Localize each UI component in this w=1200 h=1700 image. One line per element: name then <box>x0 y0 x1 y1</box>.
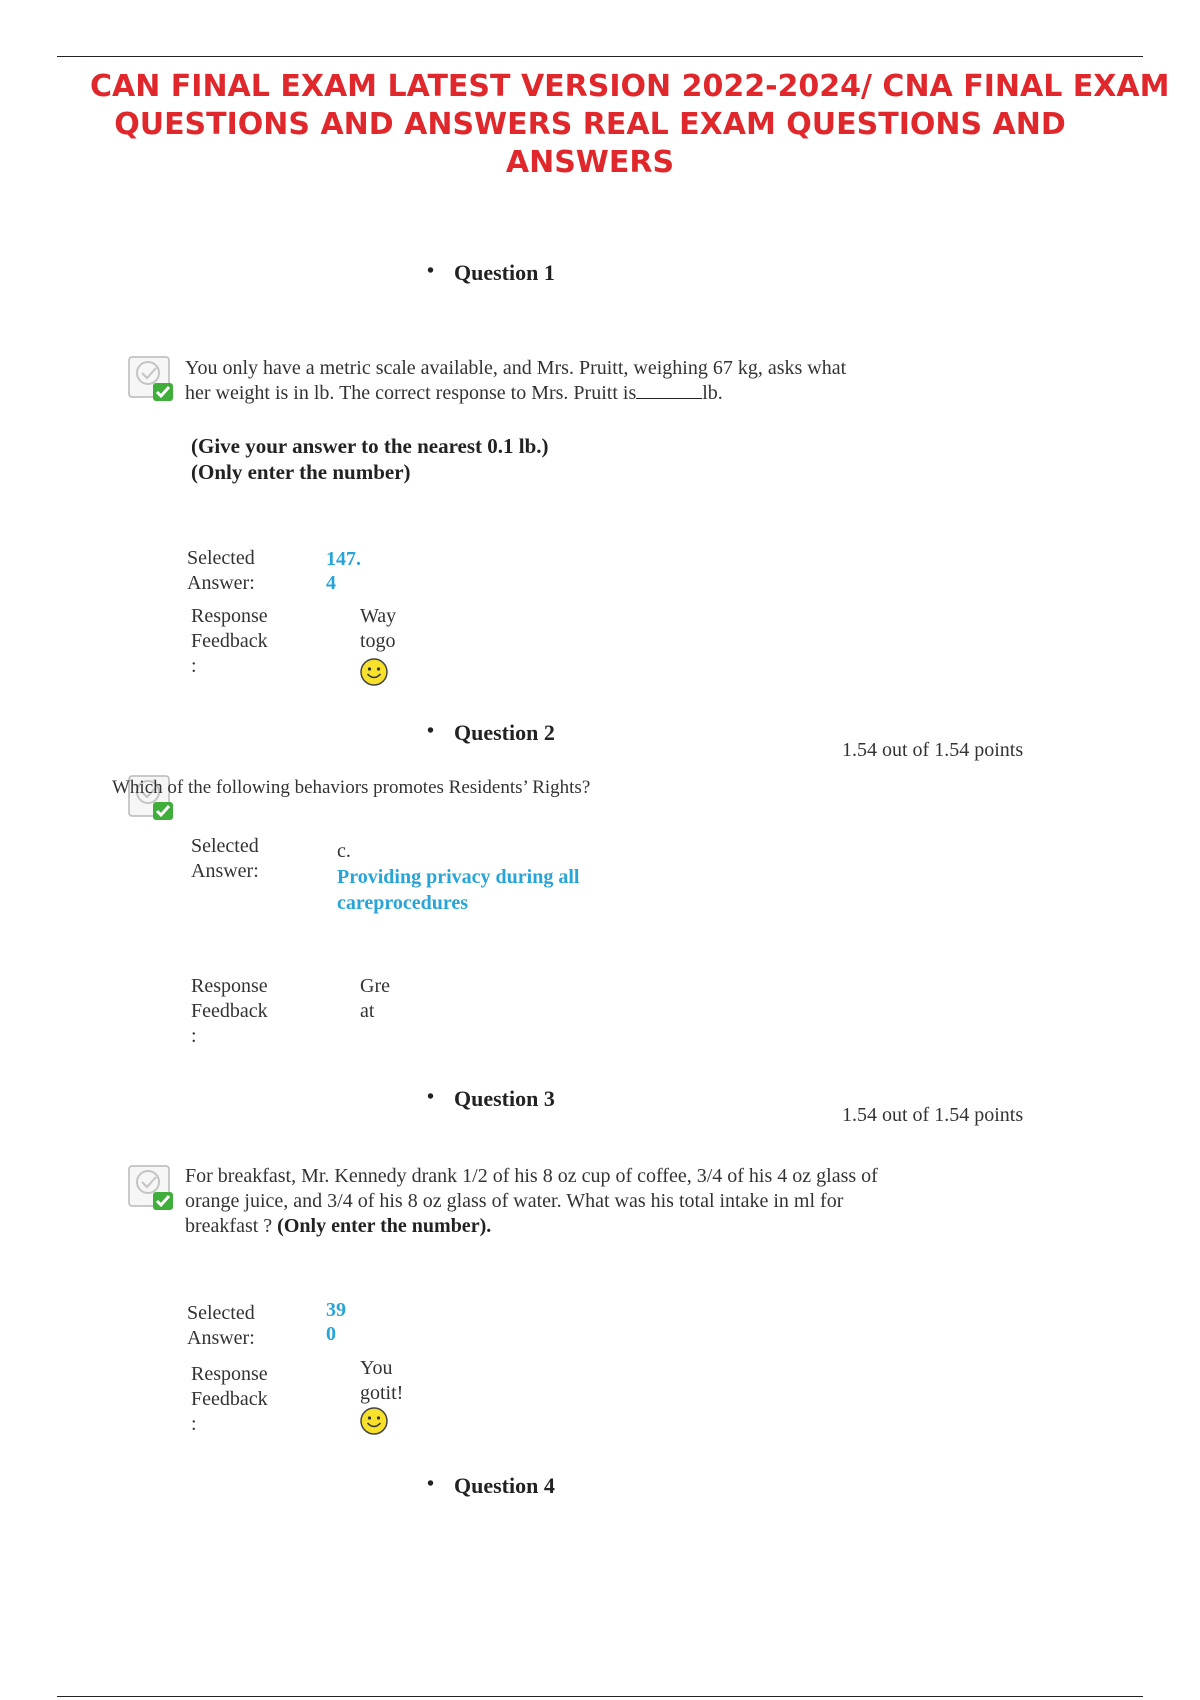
question-3-feedback <box>360 1356 403 1406</box>
instruction-line-1: (Give your answer to the nearest 0.1 lb.) <box>191 434 549 458</box>
bullet-icon: • <box>427 260 435 282</box>
question-2-heading <box>427 720 555 746</box>
title-line-2: QUESTIONS AND ANSWERS REAL EXAM QUESTIONS AND <box>114 107 1066 142</box>
question-3-heading <box>427 1086 555 1112</box>
question-1-text <box>185 356 1085 406</box>
feedback-label-line-3: : <box>191 1413 197 1435</box>
question-2-feedback <box>360 974 390 1024</box>
feedback-line-2: togo <box>360 630 396 652</box>
question-2-points: 1.54 out of 1.54 points <box>842 739 1024 761</box>
bullet-icon: • <box>427 720 435 742</box>
selected-label-line-1: Selected <box>187 1302 255 1324</box>
question-1-text-suffix: lb. <box>702 382 723 404</box>
question-1-instructions <box>191 433 549 485</box>
question-4-label: Question 4 <box>454 1473 555 1498</box>
feedback-line-1: Way <box>360 605 397 627</box>
smiley-icon <box>359 1406 389 1436</box>
question-3-selected-answer <box>326 1298 346 1346</box>
answer-line-1: 39 <box>326 1299 346 1321</box>
feedback-label-line-1: Response <box>191 1363 268 1385</box>
feedback-line-2: at <box>360 1000 375 1022</box>
selected-answer-label <box>187 546 255 596</box>
answer-line-1: 147. <box>326 548 361 570</box>
question-1-heading <box>427 260 555 286</box>
answer-letter: c. <box>337 840 351 862</box>
answer-line-2: 0 <box>326 1323 336 1345</box>
question-2-text: Which of the following behaviors promotes Residents’ Rights? <box>112 777 591 798</box>
answer-line-2: 4 <box>326 572 336 594</box>
feedback-label-line-2: Feedback <box>191 630 268 652</box>
response-feedback-label <box>191 604 268 679</box>
question-3-points: 1.54 out of 1.54 points <box>842 1104 1024 1126</box>
answer-blank <box>636 398 702 399</box>
question-2-selected-answer <box>337 838 579 916</box>
question-1-feedback <box>360 604 396 654</box>
response-feedback-label <box>191 1362 268 1437</box>
feedback-line-2: gotit! <box>360 1382 404 1404</box>
selected-answer-label <box>191 834 259 884</box>
question-1-label: Question 1 <box>454 260 555 285</box>
bullet-icon: • <box>427 1086 435 1108</box>
question-4-heading <box>427 1473 555 1499</box>
question-3-text-line-1: For breakfast, Mr. Kennedy drank 1/2 of his 8 oz cup of coffee, 3/4 of his 4 oz glass of <box>185 1165 878 1187</box>
question-1-text-line-1: You only have a metric scale available, and Mrs. Pruitt, weighing 67 kg, asks what <box>185 357 847 379</box>
question-3-text-prefix: breakfast ? <box>185 1215 278 1237</box>
question-2-label: Question 2 <box>454 720 555 745</box>
selected-label-line-2: Answer: <box>187 1327 255 1349</box>
bullet-icon: • <box>427 1473 435 1495</box>
title-line-1: CAN FINAL EXAM LATEST VERSION 2022-2024/ CNA FINAL EXAM <box>90 69 1170 104</box>
answer-line-1: Providing privacy during all <box>337 866 580 888</box>
selected-label-line-1: Selected <box>191 835 259 857</box>
feedback-label-line-2: Feedback <box>191 1000 268 1022</box>
question-3-label: Question 3 <box>454 1086 555 1111</box>
feedback-label-line-1: Response <box>191 605 268 627</box>
feedback-label-line-1: Response <box>191 975 268 997</box>
feedback-label-line-3: : <box>191 1025 197 1047</box>
feedback-line-1: Gre <box>360 975 390 997</box>
title-line-3: ANSWERS <box>505 145 675 180</box>
question-3-text <box>185 1164 1085 1239</box>
selected-answer-label <box>187 1301 255 1351</box>
question-3-text-line-2: orange juice, and 3/4 of his 8 oz glass of water. What was his total intake in ml for <box>185 1190 844 1212</box>
response-feedback-label <box>191 974 268 1049</box>
answer-line-2: careprocedures <box>337 892 469 914</box>
selected-label-line-2: Answer: <box>191 860 259 882</box>
instruction-line-2: (Only enter the number) <box>191 460 411 484</box>
top-divider <box>57 56 1143 57</box>
correct-check-icon <box>126 353 178 405</box>
question-1-text-prefix: her weight is in lb. The correct response to Mrs. Pruitt is <box>185 382 637 404</box>
question-3-text-line-3 <box>185 1214 1085 1239</box>
selected-label-line-1: Selected <box>187 547 255 569</box>
bottom-divider <box>57 1696 1143 1697</box>
question-1-text-line-2 <box>185 381 1085 406</box>
selected-label-line-2: Answer: <box>187 572 255 594</box>
feedback-line-1: You <box>360 1357 393 1379</box>
smiley-icon <box>359 657 389 687</box>
feedback-label-line-2: Feedback <box>191 1388 268 1410</box>
correct-check-icon <box>126 1162 178 1214</box>
document-title <box>90 68 1170 182</box>
question-3-text-bold: (Only enter the number). <box>277 1215 492 1237</box>
question-1-selected-answer <box>326 547 361 595</box>
feedback-label-line-3: : <box>191 655 197 677</box>
